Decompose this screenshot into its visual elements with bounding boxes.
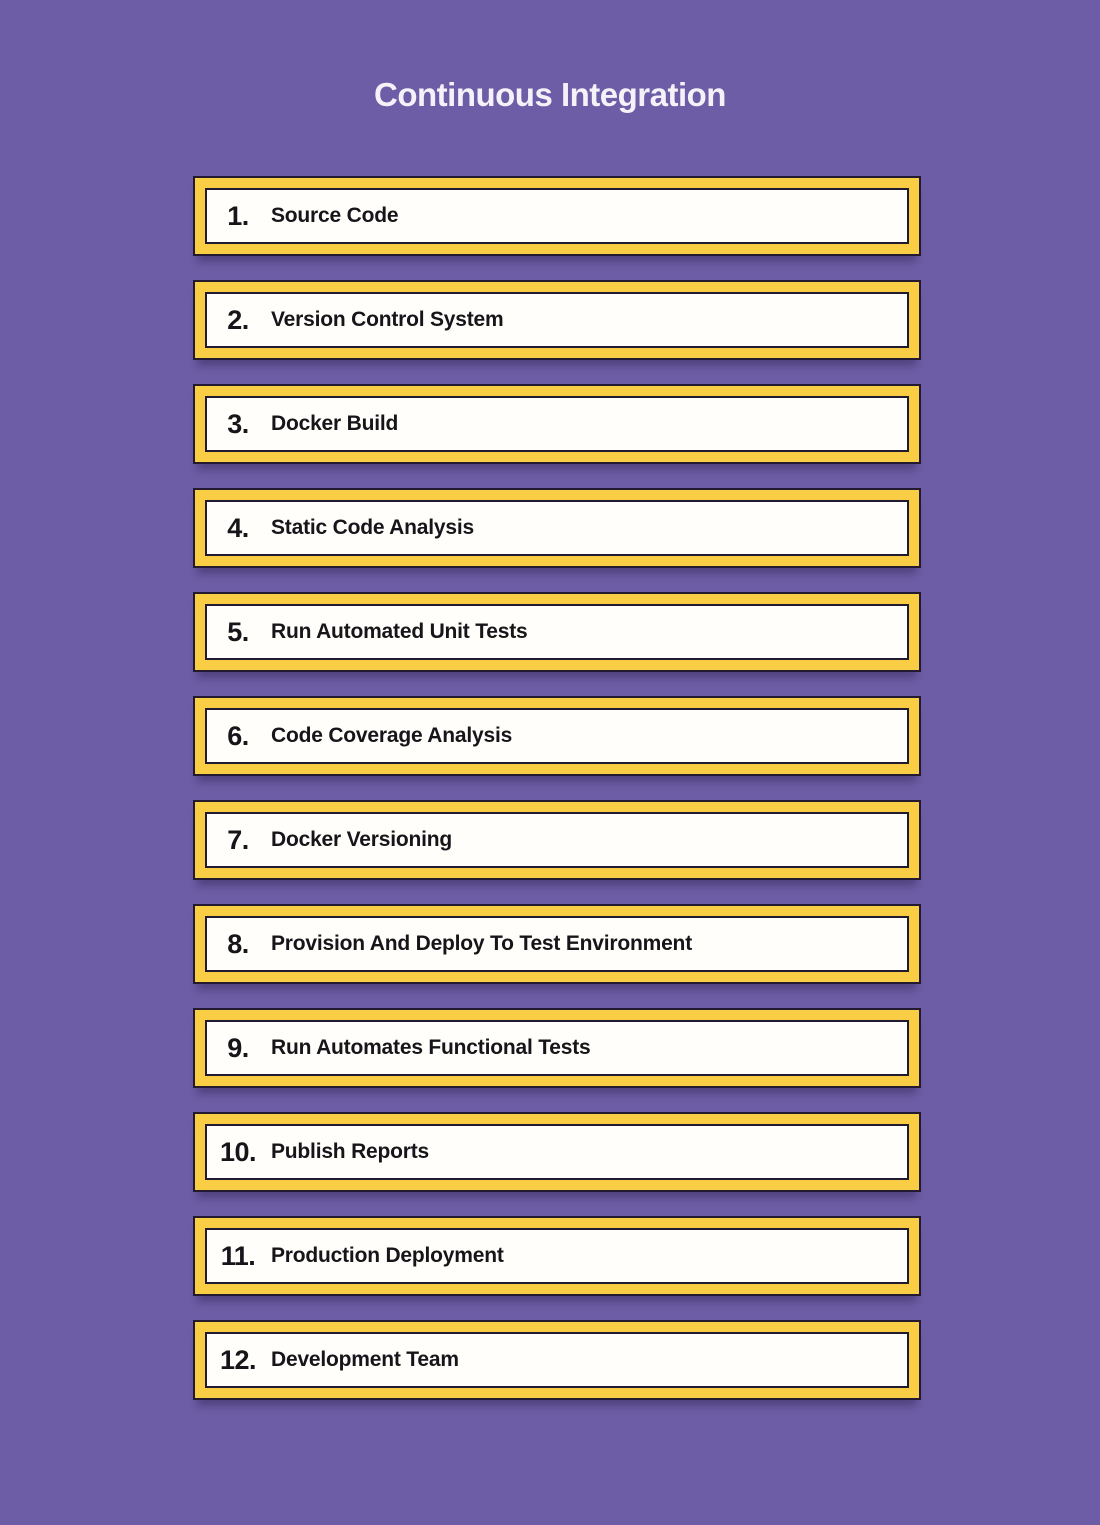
page-title: Continuous Integration: [374, 76, 726, 113]
step-box: [193, 384, 921, 464]
step-label: Production Deployment: [271, 1244, 504, 1267]
step-inner-panel: [205, 1228, 909, 1284]
step-box: [193, 1008, 921, 1088]
step-inner-panel: [205, 708, 909, 764]
step-box: [193, 176, 921, 256]
step-number: 5.: [227, 616, 249, 647]
step-box: [193, 1320, 921, 1400]
step-box: [193, 592, 921, 672]
step-label: Source Code: [271, 204, 399, 227]
step-label: Code Coverage Analysis: [271, 724, 513, 747]
step-inner-panel: [205, 604, 909, 660]
step-label: Static Code Analysis: [271, 516, 474, 539]
step-number: 1.: [227, 200, 249, 231]
step-box: [193, 280, 921, 360]
step-inner-panel: [205, 1124, 909, 1180]
step-inner-panel: [205, 916, 909, 972]
step-number: 7.: [227, 824, 249, 855]
step-label: Version Control System: [271, 308, 504, 331]
step-inner-panel: [205, 1020, 909, 1076]
step-label: Run Automates Functional Tests: [271, 1036, 591, 1059]
step-number: 9.: [227, 1032, 249, 1063]
step-number: 12.: [219, 1344, 257, 1375]
step-inner-panel: [205, 292, 909, 348]
step-box: [193, 1112, 921, 1192]
step-box: [193, 488, 921, 568]
step-number: 4.: [227, 512, 249, 543]
step-label: Publish Reports: [271, 1140, 430, 1163]
step-inner-panel: [205, 812, 909, 868]
step-label: Docker Build: [271, 412, 399, 435]
step-label: Provision And Deploy To Test Environment: [271, 932, 692, 955]
step-number: 11.: [220, 1240, 256, 1271]
step-label: Development Team: [271, 1348, 459, 1371]
step-inner-panel: [205, 1332, 909, 1388]
step-number: 6.: [227, 720, 249, 751]
step-inner-panel: [205, 396, 909, 452]
step-box: [193, 904, 921, 984]
step-number: 3.: [227, 408, 249, 439]
step-box: [193, 800, 921, 880]
step-number: 8.: [227, 928, 249, 959]
step-label: Docker Versioning: [271, 828, 452, 851]
step-number: 10.: [219, 1136, 257, 1167]
step-list: [193, 176, 921, 1400]
step-inner-panel: [205, 500, 909, 556]
step-number: 2.: [227, 304, 249, 335]
step-box: [193, 696, 921, 776]
step-box: [193, 1216, 921, 1296]
step-label: Run Automated Unit Tests: [271, 620, 528, 643]
step-inner-panel: [205, 188, 909, 244]
